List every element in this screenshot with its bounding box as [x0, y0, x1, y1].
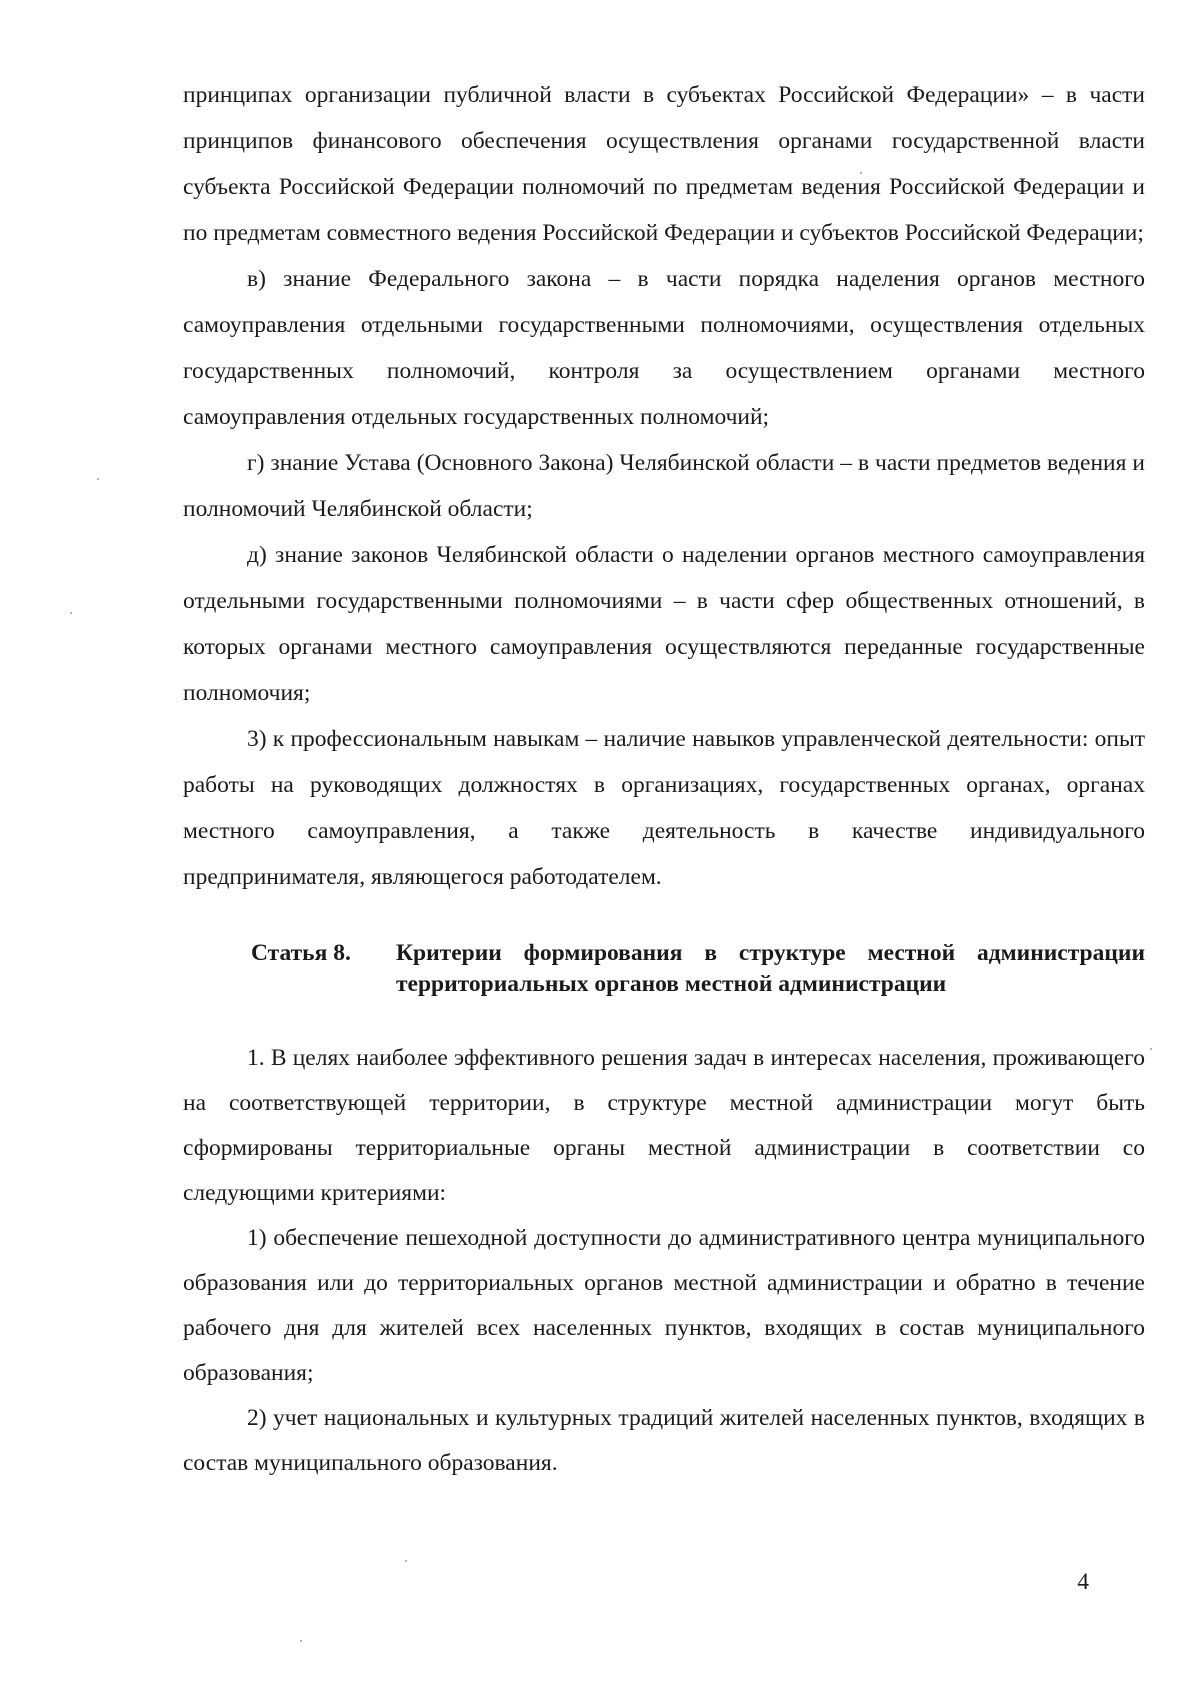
paragraph-item-3: 3) к профессиональным навыкам – наличие навыков управленческой деятельности: опыт работы на руководящих должностях в организациях, государственных органах, органах местного самоуправления, а также деятельность в качестве индивидуального предпринимателя, являющегося работодателем.: [183, 726, 1145, 890]
paragraph-criterion-2: 2) учет национальных и культурных традиций жителей населенных пунктов, входящих в состав муниципального образования.: [183, 1405, 1145, 1476]
scan-speck: [97, 478, 99, 480]
scan-speck: [405, 1560, 407, 1562]
article-heading: [183, 938, 1145, 1000]
article-number: Статья 8.: [251, 940, 351, 966]
paragraph-item-g: г) знание Устава (Основного Закона) Челябинской области – в части предметов ведения и полномочий Челябинской области;: [183, 450, 1145, 522]
document-page: [183, 72, 1145, 1672]
scan-speck: [70, 612, 72, 614]
paragraph-clause-1: 1. В целях наиболее эффективного решения задач в интересах населения, проживающего на соответствующей территории, в структуре местной администрации могут быть сформированы территориальные органы местной администрации в соответствии со следующими критериями:: [183, 1045, 1145, 1206]
article-title: Критерии формирования в структуре местной администрации территориальных органов местной администрации: [396, 940, 1145, 997]
paragraph-criterion-1: 1) обеспечение пешеходной доступности до административного центра муниципального образования или до территориальных органов местной администрации и обратно в течение рабочего дня для жителей всех населенных пунктов, входящих в состав муниципального образования;: [183, 1225, 1145, 1386]
paragraph-item-d: д) знание законов Челябинской области о наделении органов местного самоуправления отдельными государственными полномочиями – в части сфер общественных отношений, в которых органами местного самоуправления осуществляются переданные государственные полномочия;: [183, 542, 1145, 706]
scan-speck: [860, 172, 862, 174]
page-number: 4: [1077, 1569, 1089, 1595]
scan-speck: [1150, 1048, 1152, 1050]
scan-speck: [300, 1640, 302, 1642]
paragraph-item-v: в) знание Федерального закона – в части порядка наделения органов местного самоуправления отдельными государственными полномочиями, осуществления отдельных государственных полномочий, контроля за осуществлением органами местного самоуправления отдельных государственных полномочий;: [183, 266, 1145, 430]
paragraph-continuation: принципах организации публичной власти в субъектах Российской Федерации» – в части принципов финансового обеспечения осуществления органами государственной власти субъекта Российской Федерации полномочий по предметам ведения Российской Федерации и по предметам совместного ведения Российской Федерации и субъектов Российской Федерации;: [183, 82, 1145, 246]
